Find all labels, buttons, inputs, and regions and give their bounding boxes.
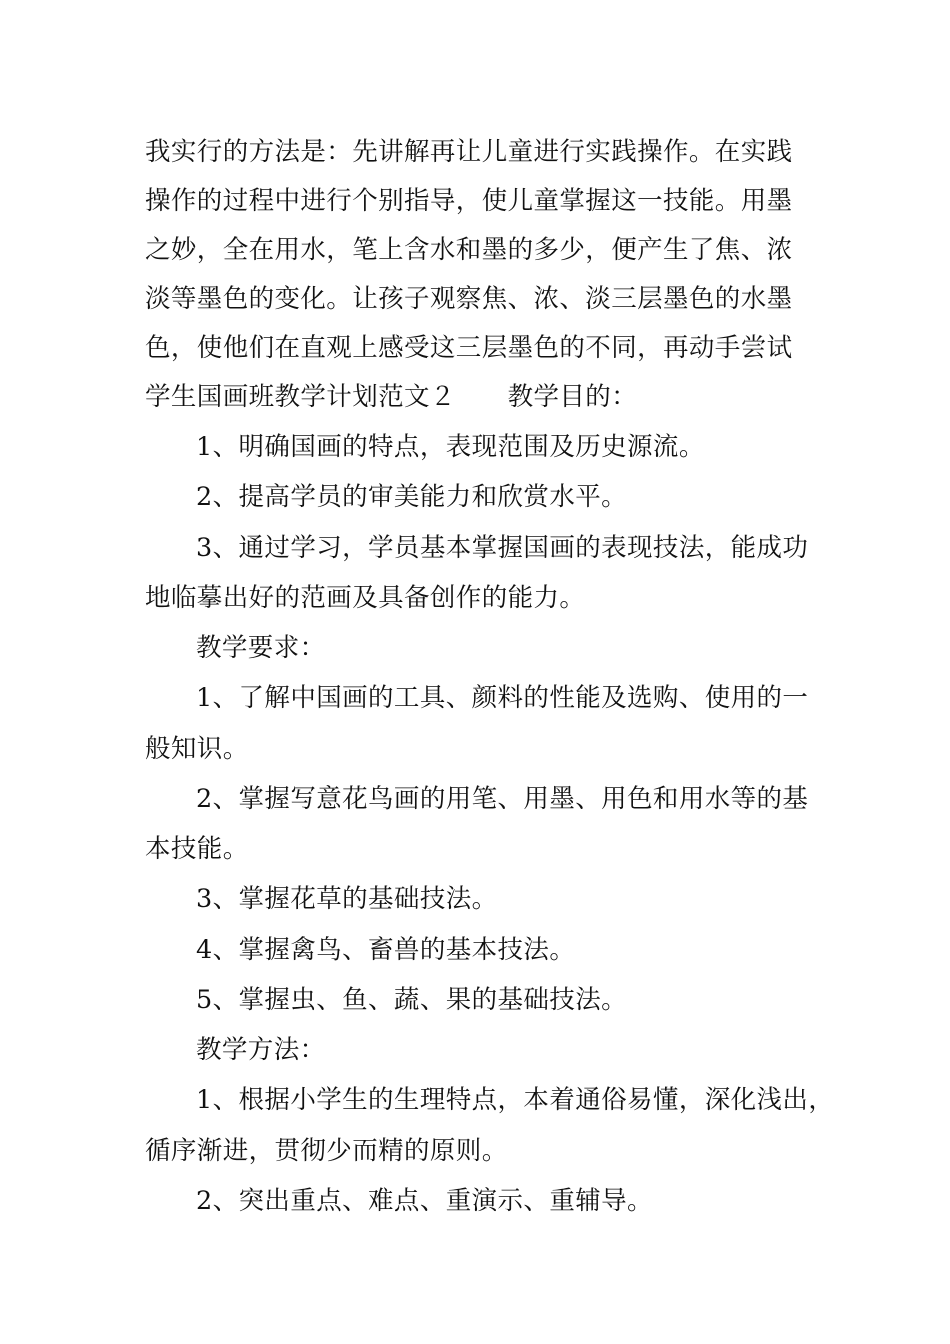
list-item-continuation: 般知识。: [145, 734, 249, 764]
list-item: 2、掌握写意花鸟画的用笔、用墨、用色和用水等的基: [196, 784, 809, 814]
list-item: 1、根据小学生的生理特点，本着通俗易懂，深化浅出，: [196, 1085, 835, 1115]
list-item: 4、掌握禽鸟、畜兽的基本技法。: [196, 935, 576, 965]
list-item-continuation: 循序渐进，贯彻少而精的原则。: [145, 1136, 508, 1166]
paragraph-line: 之妙，全在用水，笔上含水和墨的多少，便产生了焦、浓: [145, 235, 793, 265]
paragraph-line: 我实行的方法是：先讲解再让儿童进行实践操作。在实践: [145, 137, 793, 167]
section-heading: 教学方法：: [196, 1035, 326, 1065]
section-title-line: 学生国画班教学计划范文２ 教学目的：: [145, 382, 638, 412]
list-item: 2、提高学员的审美能力和欣赏水平。: [196, 482, 628, 512]
list-item-continuation: 地临摹出好的范画及具备创作的能力。: [145, 583, 586, 613]
list-item: 3、掌握花草的基础技法。: [196, 884, 498, 914]
paragraph-line: 操作的过程中进行个别指导，使儿童掌握这一技能。用墨: [145, 186, 793, 216]
list-item: 3、通过学习，学员基本掌握国画的表现技法，能成功: [196, 533, 809, 563]
list-item: 5、掌握虫、鱼、蔬、果的基础技法。: [196, 985, 628, 1015]
list-item: 2、突出重点、难点、重演示、重辅导。: [196, 1186, 653, 1216]
paragraph-line: 淡等墨色的变化。让孩子观察焦、浓、淡三层墨色的水墨: [145, 284, 793, 314]
list-item-continuation: 本技能。: [145, 834, 249, 864]
list-item: 1、明确国画的特点，表现范围及历史源流。: [196, 432, 705, 462]
paragraph-line: 色，使他们在直观上感受这三层墨色的不同，再动手尝试: [145, 333, 793, 363]
list-item: 1、了解中国画的工具、颜料的性能及选购、使用的一: [196, 683, 809, 713]
section-heading: 教学要求：: [196, 633, 326, 663]
